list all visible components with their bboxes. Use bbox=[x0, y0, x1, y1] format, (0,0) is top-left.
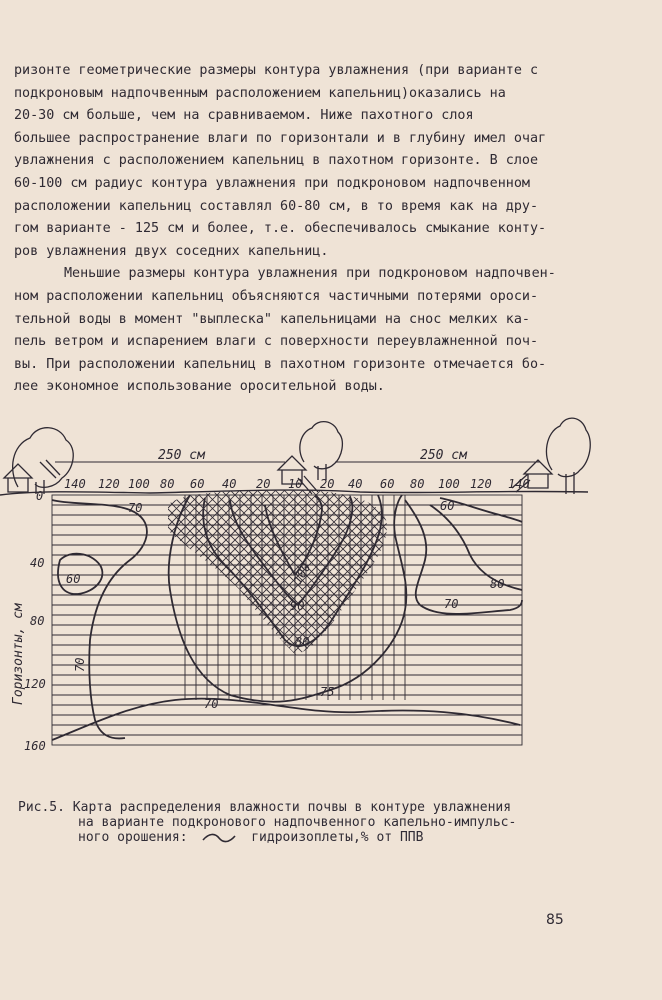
isoline-label: 70 bbox=[73, 657, 87, 672]
tree-left-icon bbox=[4, 428, 73, 494]
y-tick-label: 160 bbox=[24, 739, 46, 753]
y-axis-ticks bbox=[24, 489, 46, 753]
caption-line bbox=[18, 830, 578, 845]
tick-label: 20 bbox=[256, 477, 271, 491]
text-line: пель ветром и испарением влаги с поверхности переувлажненной поч- bbox=[14, 334, 539, 350]
y-axis-title: Горизонты, см bbox=[11, 603, 26, 705]
isoline-label: 70 bbox=[204, 697, 219, 711]
tick-label: 80 bbox=[410, 477, 425, 491]
hatch-line bbox=[545, 490, 662, 660]
tick-label: 120 bbox=[98, 477, 120, 491]
body-text bbox=[14, 60, 574, 399]
tick-label: 40 bbox=[222, 477, 237, 491]
text-line: расположении капельниц составлял 60-80 см, в то время как на дру- bbox=[14, 198, 539, 214]
hatch-line bbox=[527, 490, 662, 660]
tick-label: 60 bbox=[190, 477, 205, 491]
paragraph-2 bbox=[14, 263, 574, 399]
paragraph-1 bbox=[14, 60, 574, 263]
tick-label: 20 bbox=[320, 477, 335, 491]
isoline-label: 75 bbox=[320, 685, 335, 699]
isoline-label: 70 bbox=[128, 501, 143, 515]
isoline-label: 60 bbox=[66, 572, 81, 586]
text-line: вы. При расположении капельниц в пахотном горизонте отмечается бо- bbox=[14, 356, 547, 372]
text-line: тельной воды в момент "выплеска" капельницами на снос мелких ка- bbox=[14, 311, 530, 327]
isoline-70-left bbox=[52, 500, 147, 738]
hatch-line bbox=[554, 490, 662, 660]
figure-caption bbox=[18, 800, 578, 845]
y-tick-label: 40 bbox=[30, 556, 45, 570]
distance-ticks bbox=[64, 477, 530, 491]
tick-label: 140 bbox=[508, 477, 530, 491]
tick-label: 10 bbox=[288, 477, 303, 491]
text-line: 60-100 см радиус контура увлажнения при подкроновом надпочвенном bbox=[14, 175, 530, 191]
caption-text: гидроизоплеты,% от ППВ bbox=[251, 830, 424, 845]
tick-label: 40 bbox=[348, 477, 363, 491]
hatch-line bbox=[518, 490, 662, 660]
isoline-label: 60 bbox=[440, 499, 455, 513]
text-line: ном расположении капельниц объясняются частичными потерями ороси- bbox=[14, 288, 539, 304]
text-line: гом варианте - 125 см и более, т.е. обеспечивалось смыкание конту- bbox=[14, 221, 547, 237]
tick-label: 60 bbox=[380, 477, 395, 491]
isoline-label: 70 bbox=[444, 597, 459, 611]
tick-label: 140 bbox=[64, 477, 86, 491]
wavy-line-icon bbox=[201, 832, 237, 844]
text-line: лее экономное использование оросительной воды. bbox=[14, 379, 385, 395]
isolines bbox=[52, 495, 522, 740]
y-tick-label: 80 bbox=[30, 614, 45, 628]
caption-text: ного орошения: bbox=[78, 830, 188, 845]
tick-label: 120 bbox=[470, 477, 492, 491]
tick-label: 100 bbox=[128, 477, 150, 491]
tick-label: 80 bbox=[160, 477, 175, 491]
isoline-label: 100 bbox=[290, 560, 314, 587]
y-tick-label: 120 bbox=[24, 677, 46, 691]
text-line: увлажнения с расположением капельниц в пахотном горизонте. В слое bbox=[14, 153, 539, 169]
tick-label: 100 bbox=[438, 477, 460, 491]
span-right-label: 250 см bbox=[420, 448, 467, 463]
text-line: ров увлажнения двух соседних капельниц. bbox=[14, 243, 329, 259]
text-line: большее распространение влаги по горизонтали и в глубину имел очаг bbox=[14, 130, 547, 146]
hatch-line bbox=[500, 490, 662, 660]
page-number: 85 bbox=[546, 912, 564, 928]
text-line: Меньшие размеры контура увлажнения при подкроновом надпочвен- bbox=[64, 266, 556, 282]
hatch-line bbox=[0, 490, 6, 660]
hatch-line bbox=[509, 490, 662, 660]
text-line: подкроновым надпочвенным расположением капельниц)оказались на bbox=[14, 85, 506, 101]
caption-line: на варианте подкронового надпочвенного капельно-импульс- bbox=[78, 815, 517, 830]
y-tick-label: 0 bbox=[36, 489, 44, 503]
text-line: 20-30 см больше, чем на сравниваемом. Ниже пахотного слоя bbox=[14, 108, 474, 124]
span-left-label: 250 см bbox=[158, 448, 205, 463]
isoline-label: 80 bbox=[490, 577, 505, 591]
text-line: ризонте геометрические размеры контура увлажнения (при варианте с bbox=[14, 63, 539, 78]
caption-line: Рис.5. Карта распределения влажности почвы в контуре увлажнения bbox=[18, 800, 512, 815]
soil-moisture-figure bbox=[0, 415, 662, 795]
isoline-label: 90 bbox=[290, 599, 305, 613]
hatch-line bbox=[0, 490, 60, 660]
isoline-label: 80 bbox=[295, 635, 310, 649]
hatch-line bbox=[536, 490, 662, 660]
